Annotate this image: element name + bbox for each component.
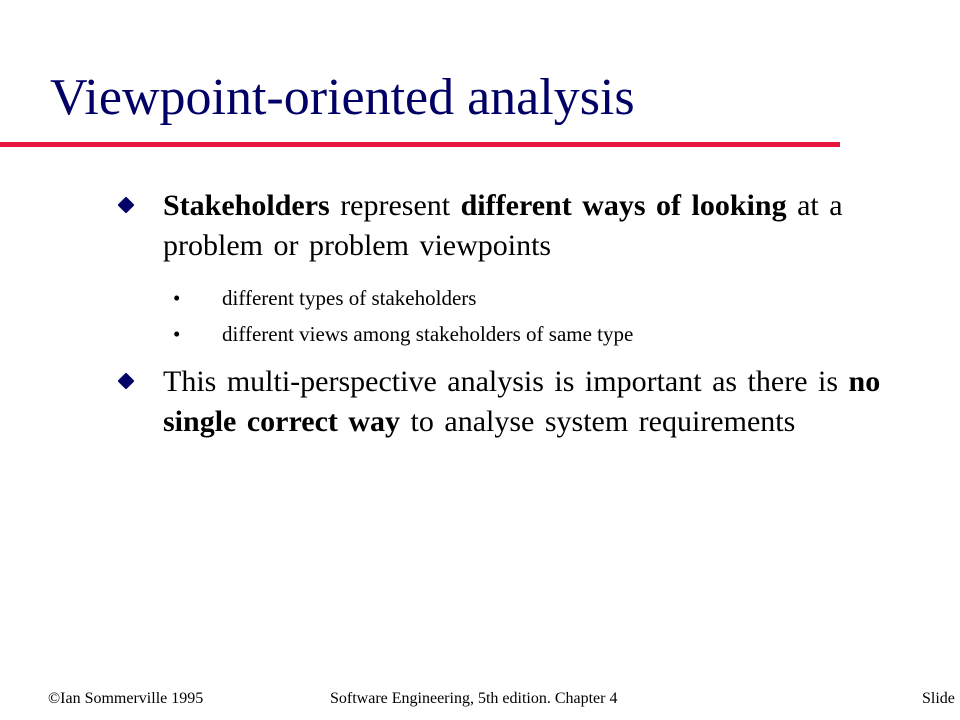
footer-book: Software Engineering, 5th edition. Chapter 4 [330,690,618,707]
sub-bullet-dot-icon: • [173,322,181,346]
diamond-bullet-icon [118,197,135,214]
bullet-2-part-2: no single correct way [163,365,881,438]
sub-bullet-2 [173,320,893,348]
bullet-2-part-3: to analyse system requirements [400,405,796,438]
bullet-1-part-3: different ways of looking [460,189,787,222]
sub-bullet-text-2: different views among stakeholders of same type [222,322,634,346]
sub-bullet-text-1: different types of stakeholders [222,286,477,310]
bullet-2-part-1: This multi-perspective analysis is important as there is [163,365,849,398]
bullet-text-1 [163,186,900,266]
title-underline [0,142,840,147]
sub-bullet-dot-icon: • [173,286,181,310]
bullet-text-2 [163,362,900,442]
slide-title: Viewpoint-oriented analysis [50,69,635,126]
bullet-item-1 [120,186,900,266]
sub-bullet-1 [173,284,893,312]
diamond-bullet-icon [118,373,135,390]
bullet-item-2 [120,362,900,442]
bullet-1-part-4: at a problem or problem viewpoints [163,189,843,262]
footer-copyright: ©Ian Sommerville 1995 [48,690,204,707]
bullet-1-part-1: Stakeholders [163,189,330,222]
bullet-1-part-2: represent [329,189,461,222]
footer-slide-label: Slide [922,690,955,707]
